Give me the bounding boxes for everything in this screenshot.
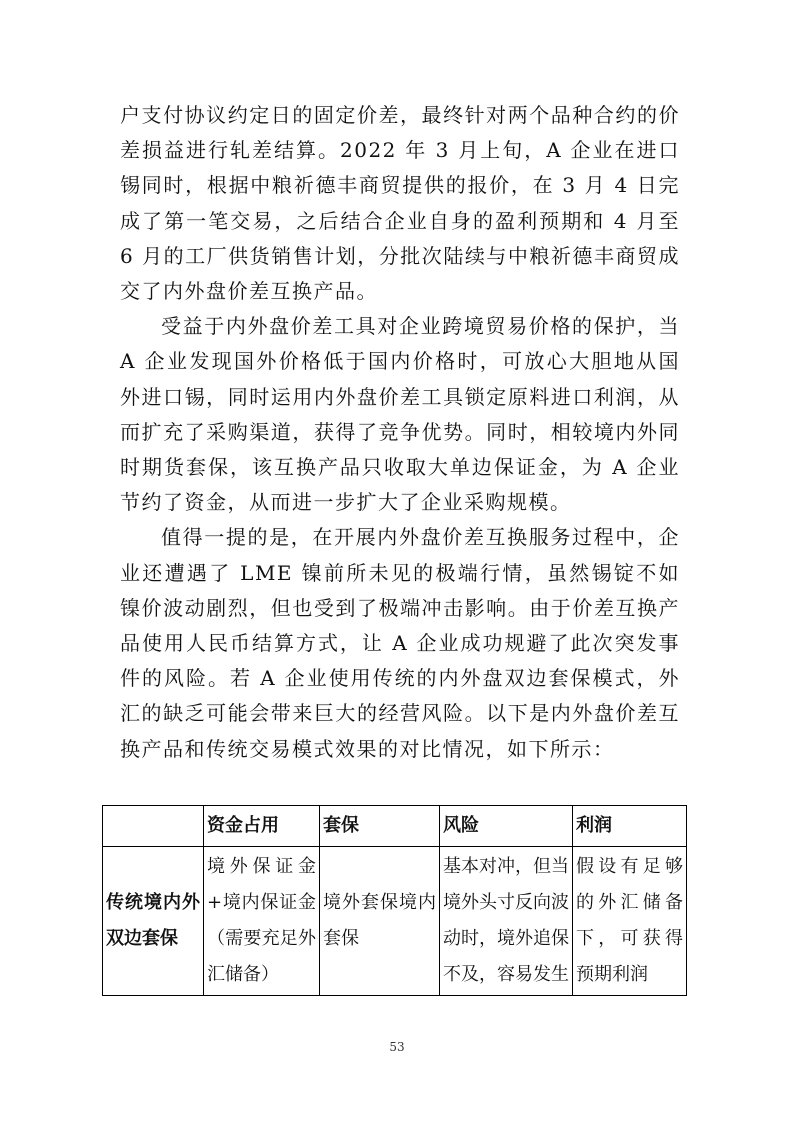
paragraph-continuation: 户支付协议约定日的固定价差，最终针对两个品种合约的价差损益进行轧差结算。2022 年 3 月上旬，A 企业在进口锡同时，根据中粮祈德丰商贸提供的报价，在 3 月 4 日完成了第一笔交易，之后结合企业自身的盈利预期和 4 月至 6 月的工厂供货销售计划，分批次陆续与中粮祈德丰商贸成交了内外盘价差互换产品。 [120,103,680,304]
table-row [103,847,687,996]
cell-capital-text: 境外保证金+境内保证金（需要充足外汇储备） [207,856,316,985]
paragraph-risk-event: 值得一提的是，在开展内外盘价差互换服务过程中，企业还遭遇了 LME 镍前所未见的极端行情，虽然锡锭不如镍价波动剧烈，但也受到了极端冲击影响。由于价差互换产品使用人民币结算方式，让 A 企业成功规避了此次突发事件的风险。若 A 企业使用传统的内外盘双边套保模式，外汇的缺乏可能会带来巨大的经营风险。以下是内外盘价差互换产品和传统交易模式效果的对比情况，如下所示： [120,525,680,761]
cell-capital [204,847,320,996]
comparison-table [102,805,687,996]
cell-hedge: 境外套保境内套保 [320,847,440,996]
cell-risk-text: 基本对冲，但当境外头寸反向波动时，境外追保不及，容易发生 [443,856,569,985]
table-header-row [103,806,687,847]
table-header-profit: 利润 [573,806,687,847]
table-header-blank [103,806,204,847]
cell-profit-text: 假设有足够的外汇储备下，可获得预期利润 [576,856,683,985]
body-text [120,98,680,767]
table-header-capital: 资金占用 [204,806,320,847]
cell-profit [573,847,687,996]
row-label: 传统境内外双边套保 [103,847,204,996]
page-number: 53 [389,1040,405,1054]
cell-risk [440,847,573,996]
table-header-hedge: 套保 [320,806,440,847]
table-header-risk: 风险 [440,806,573,847]
paragraph-benefits: 受益于内外盘价差工具对企业跨境贸易价格的保护，当 A 企业发现国外价格低于国内价格时，可放心大胆地从国外进口锡，同时运用内外盘价差工具锁定原料进口利润，从而扩充了采购渠道，获得了竞争优势。同时，相较境内外同时期货套保，该互换产品只收取大单边保证金，为 A 企业节约了资金，从而进一步扩大了企业采购规模。 [120,314,680,515]
